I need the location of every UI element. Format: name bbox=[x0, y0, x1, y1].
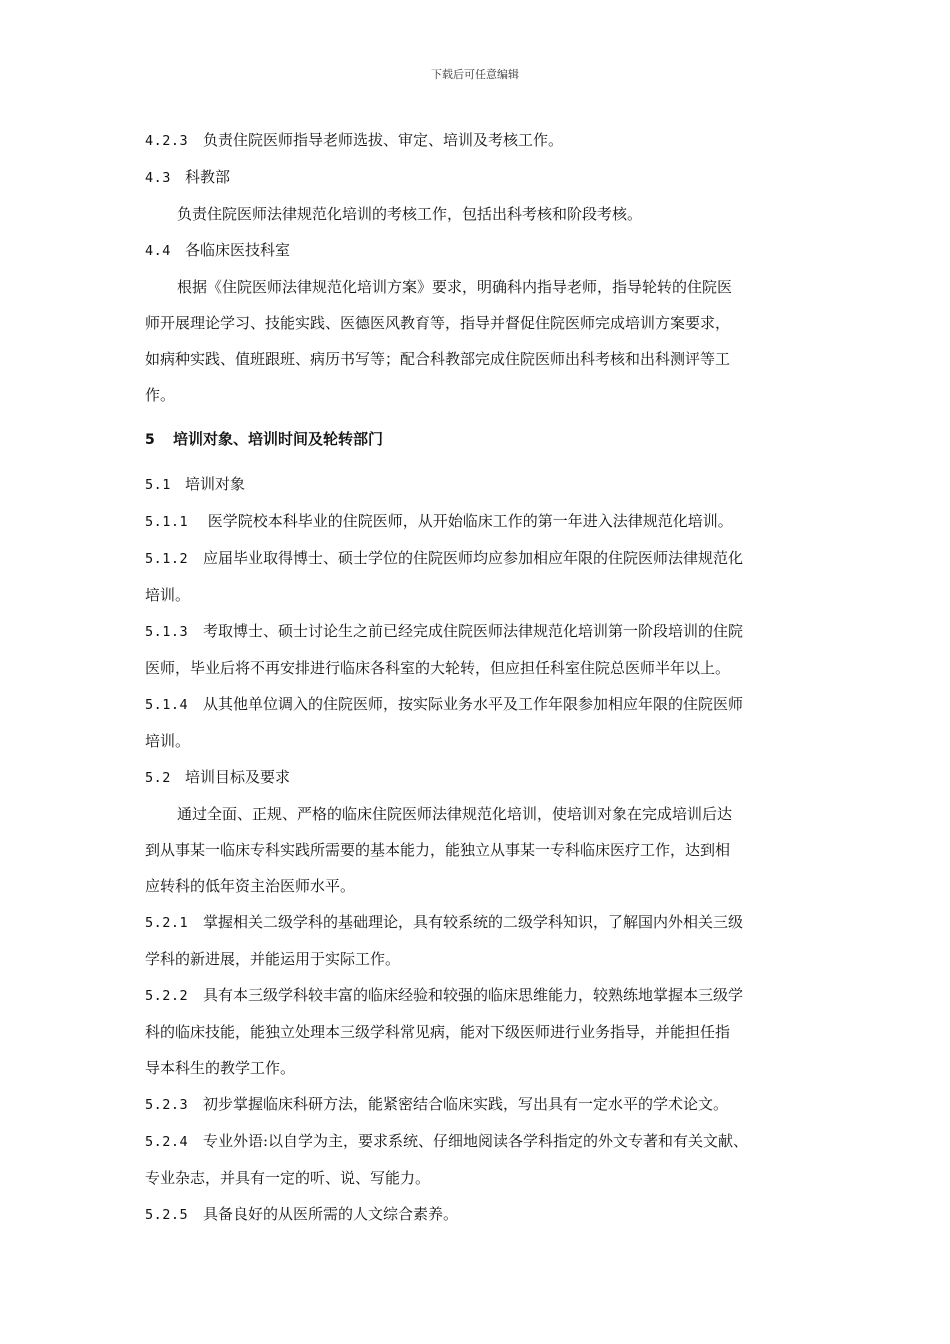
clause-text: 科教部 bbox=[185, 168, 231, 186]
clause-number: 5.1.4 bbox=[145, 697, 189, 713]
paragraph-line: 师开展理论学习、技能实践、医德医风教育等，指导并督促住院医师完成培训方案要求， bbox=[145, 314, 731, 332]
paragraph-line: 医师，毕业后将不再安排进行临床各科室的大轮转，但应担任科室住院总医师半年以上。 bbox=[145, 659, 731, 677]
clause-text: 具有本三级学科较丰富的临床经验和较强的临床思维能力，较熟练地掌握本三级学 bbox=[203, 986, 744, 1004]
clause-4-3 bbox=[145, 159, 820, 196]
page-header: 下载后可任意编辑 bbox=[431, 68, 519, 81]
clause-text: 考取博士、硕士讨论生之前已经完成住院医师法律规范化培训第一阶段培训的住院 bbox=[203, 622, 744, 640]
clause-4-2-3 bbox=[145, 122, 820, 159]
clause-5-2-5 bbox=[145, 1196, 820, 1233]
paragraph-line: 学科的新进展，并能运用于实际工作。 bbox=[145, 950, 401, 968]
clause-5-1-2 bbox=[145, 540, 820, 577]
clause-5-2 bbox=[145, 759, 820, 796]
paragraph-line: 作。 bbox=[145, 386, 176, 404]
clause-number: 5.1.3 bbox=[145, 624, 189, 640]
paragraph-line: 科的临床技能，能独立处理本三级学科常见病，能对下级医师进行业务指导，并能担任指 bbox=[145, 1023, 731, 1041]
clause-5-1-3 bbox=[145, 613, 820, 650]
clause-5-1-1 bbox=[145, 503, 820, 540]
clause-number: 5.2.5 bbox=[145, 1207, 189, 1223]
paragraph-line: 根据《住院医师法律规范化培训方案》要求，明确科内指导老师，指导轮转的住院医 bbox=[177, 278, 733, 296]
clause-number: 5.1 bbox=[145, 477, 171, 493]
clause-5-2-1 bbox=[145, 904, 820, 941]
section-title: 培训对象、培训时间及轮转部门 bbox=[173, 430, 384, 448]
clause-4-4 bbox=[145, 232, 820, 269]
clause-number: 5.2.3 bbox=[145, 1097, 189, 1113]
clause-number: 5.1.2 bbox=[145, 551, 189, 567]
clause-number: 5.2.2 bbox=[145, 988, 189, 1004]
section-number: 5 bbox=[145, 432, 155, 448]
clause-number: 5.2.4 bbox=[145, 1134, 189, 1150]
document-body bbox=[145, 122, 820, 1233]
clause-5-2-4 bbox=[145, 1123, 820, 1160]
paragraph-line: 应转科的低年资主治医师水平。 bbox=[145, 877, 356, 895]
paragraph-line: 如病种实践、值班跟班、病历书写等；配合科教部完成住院医师出科考核和出科测评等工 bbox=[145, 350, 731, 368]
clause-text: 负责住院医师指导老师选拔、审定、培训及考核工作。 bbox=[203, 131, 564, 149]
clause-text: 掌握相关二级学科的基础理论，具有较系统的二级学科知识，了解国内外相关三级 bbox=[203, 913, 744, 931]
clause-5-2-3 bbox=[145, 1086, 820, 1123]
clause-text: 培训对象 bbox=[185, 475, 246, 493]
clause-number: 5.2 bbox=[145, 770, 171, 786]
clause-number: 5.2.1 bbox=[145, 915, 189, 931]
clause-5-1 bbox=[145, 466, 820, 503]
clause-5-1-4 bbox=[145, 686, 820, 723]
paragraph-line: 培训。 bbox=[145, 586, 191, 604]
clause-5-2-2 bbox=[145, 977, 820, 1014]
clause-text: 应届毕业取得博士、硕士学位的住院医师均应参加相应年限的住院医师法律规范化 bbox=[203, 549, 744, 567]
paragraph-line: 通过全面、正规、严格的临床住院医师法律规范化培训，使培训对象在完成培训后达 bbox=[177, 805, 733, 823]
clause-number: 5.1.1 bbox=[145, 514, 189, 530]
clause-number: 4.3 bbox=[145, 170, 171, 186]
clause-number: 4.2.3 bbox=[145, 133, 189, 149]
clause-text: 专业外语:以自学为主，要求系统、仔细地阅读各学科指定的外文专著和有关文献、 bbox=[203, 1132, 749, 1150]
paragraph-line: 导本科生的教学工作。 bbox=[145, 1059, 296, 1077]
clause-text: 各临床医技科室 bbox=[185, 241, 291, 259]
paragraph-line: 负责住院医师法律规范化培训的考核工作，包括出科考核和阶段考核。 bbox=[177, 205, 643, 223]
clause-text: 初步掌握临床科研方法，能紧密结合临床实践，写出具有一定水平的学术论文。 bbox=[203, 1095, 729, 1113]
clause-number: 4.4 bbox=[145, 243, 171, 259]
paragraph-line: 到从事某一临床专科实践所需要的基本能力，能独立从事某一专科临床医疗工作，达到相 bbox=[145, 841, 731, 859]
clause-text: 培训目标及要求 bbox=[185, 768, 291, 786]
paragraph-line: 培训。 bbox=[145, 732, 191, 750]
clause-text: 医学院校本科毕业的住院医师，从开始临床工作的第一年进入法律规范化培训。 bbox=[203, 512, 733, 530]
clause-text: 从其他单位调入的住院医师，按实际业务水平及工作年限参加相应年限的住院医师 bbox=[203, 695, 744, 713]
clause-text: 具备良好的从医所需的人文综合素养。 bbox=[203, 1205, 459, 1223]
paragraph-line: 专业杂志，并具有一定的听、说、写能力。 bbox=[145, 1169, 431, 1187]
section-heading-5 bbox=[145, 421, 820, 458]
